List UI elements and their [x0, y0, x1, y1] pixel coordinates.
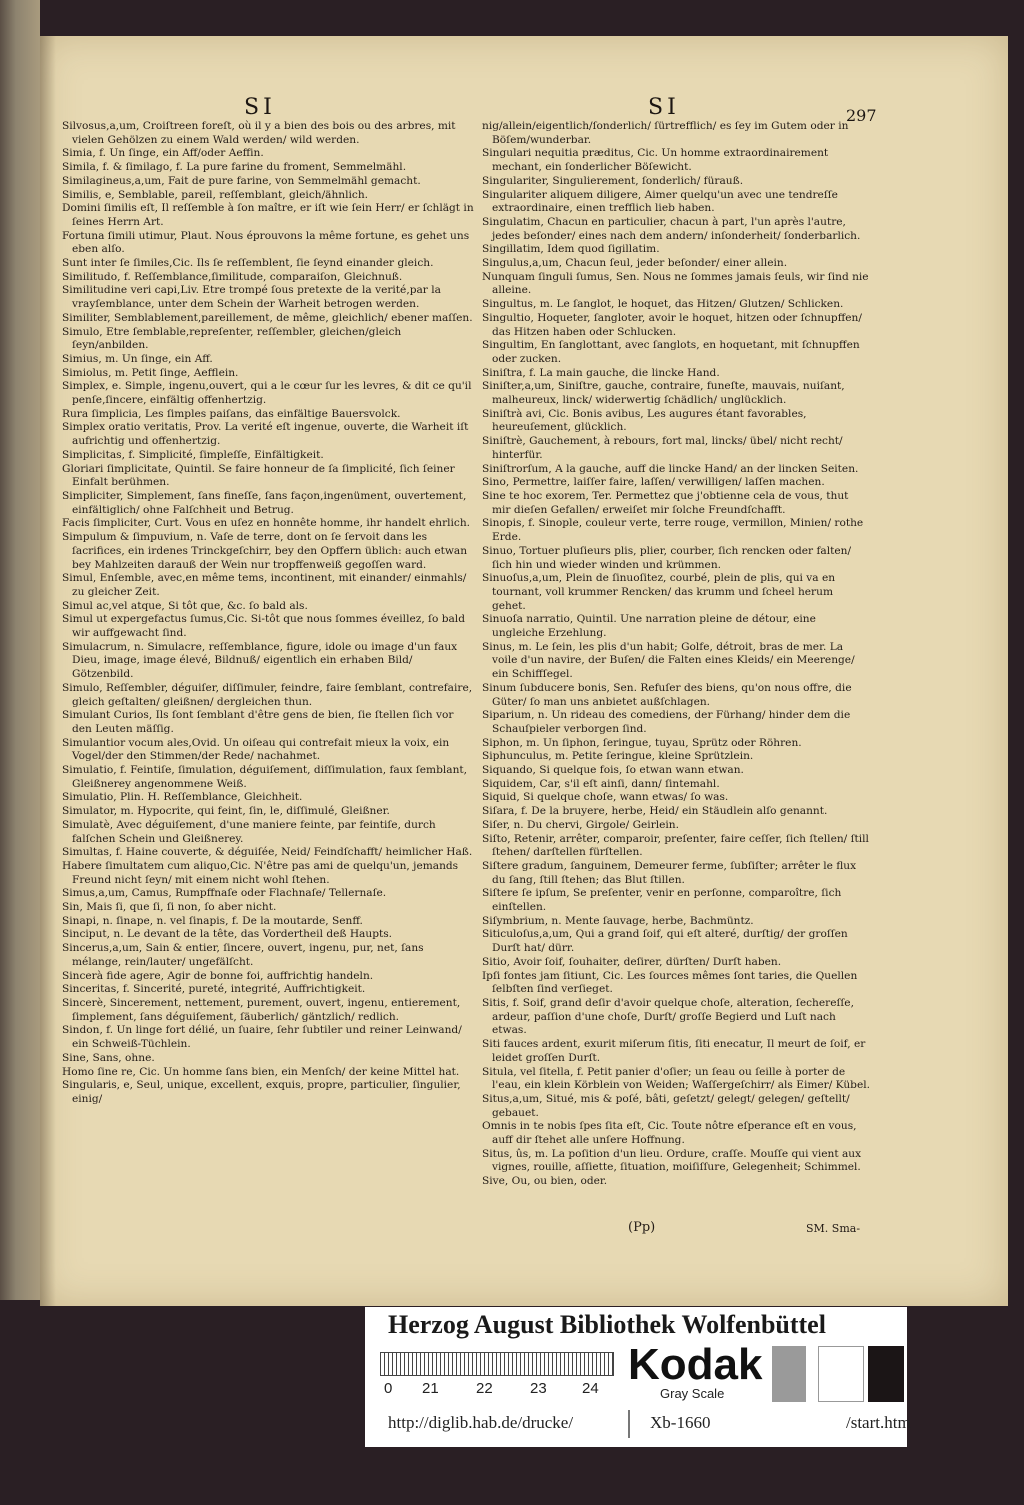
- dictionary-entry: Domini ſimilis eſt, Il reſſemble à ſon maître, er iſt wie ſein Herr/ er ſchlägt in ſeines Herrn Art.: [62, 202, 474, 228]
- dictionary-entry: Singultio, Hoqueter, ſangloter, avoir le hoquet, hitzen oder ſchnupffen/ das Hitzen haben oder Schlucken.: [482, 311, 862, 338]
- dictionary-entry: Singulatim, Chacun en particulier, chacun à part, l'un après l'autre, jedes beſonder/ eines nach dem andern/ inſonderheit/ ſonderbarlich.: [482, 215, 861, 242]
- library-title: Herzog August Bibliothek Wolfenbüttel: [388, 1310, 826, 1339]
- dictionary-entry: Siſtere gradum, ſanguinem, Demeurer ferme, ſubſiſter; arrêter le flux du ſang, ſtill ſtehen; das Blut ſtillen.: [482, 859, 857, 886]
- gray-patch-black: [868, 1346, 904, 1402]
- dictionary-entry: Simplex oratio veritatis, Prov. La verité eſt ingenue, ouverte, die Warheit iſt aufrichtig und offenhertzig.: [62, 421, 469, 448]
- dictionary-entry: Sitio, Avoir ſoif, ſouhaiter, deſirer, dürſten/ Durſt haben.: [482, 955, 782, 968]
- catchword: SM. Sma-: [806, 1222, 861, 1235]
- dictionary-entry: Siſara, f. De la bruyere, herbe, Heid/ ein Stäudlein alſo genannt.: [482, 805, 828, 818]
- dictionary-entry: Fortuna ſimili utimur, Plaut. Nous éprouvons la même fortune, es gehet uns eben alſo.: [62, 229, 470, 256]
- ruler-number: 21: [422, 1380, 439, 1397]
- dictionary-entry: Siniſtrà avi, Cic. Bonis avibus, Les augures étant favorables, heureuſement, glücklich.: [482, 407, 807, 434]
- ruler-number: 23: [530, 1380, 547, 1397]
- dictionary-entry: Sine, Sans, ohne.: [62, 1051, 155, 1064]
- adjacent-page-edge: [0, 0, 40, 1300]
- dictionary-entry: Sino, Permettre, laiſſer faire, laſſen/ verwilligen/ laſſen machen.: [482, 476, 825, 489]
- dictionary-entry: Siticuloſus,a,um, Qui a grand ſoif, qui eſt alteré, durſtig/ der groſſen Durſt hat/ dürr.: [482, 928, 848, 955]
- running-head-right: SI: [648, 95, 680, 120]
- dictionary-entry: Simulatio, f. Feintiſe, ſimulation, déguiſement, diſſimulation, faux ſemblant, Gleißnerey angenommene Weiß.: [62, 764, 468, 790]
- dictionary-entry: Siſto, Retenir, arrêter, comparoir, preſenter, faire ceſſer, ſich ſtellen/ ſtill ſtehen/ darſtellen fürſtellen.: [482, 832, 869, 859]
- dictionary-entry: Siſtere ſe ipſum, Se preſenter, venir en perſonne, comparoître, ſich einſtellen.: [482, 887, 842, 914]
- dictionary-entry: Singularis, e, Seul, unique, excellent, exquis, propre, particulier, ſingulier, einig/: [62, 1079, 461, 1105]
- dictionary-entry: Siquando, Si quelque fois, ſo etwan wann etwan.: [482, 764, 744, 777]
- dictionary-entry: Simulant Curios, Ils ſont ſemblant d'être gens de bien, ſie ſtellen ſich vor den Leuten mäſſig.: [62, 709, 454, 735]
- dictionary-entry: Siſer, n. Du chervi, Girgole/ Geirlein.: [482, 818, 679, 831]
- dictionary-entry: Situla, vel ſitella, f. Petit panier d'oſier; un ſeau ou ſeille à porter de l'eau, ein klein Körblein von Weiden; Waſſergeſchirr/ als Eimer/ Kübel.: [482, 1065, 870, 1092]
- dictionary-entry: Facis ſimpliciter, Curt. Vous en uſez en honnête homme, ihr handelt ehrlich.: [62, 517, 471, 530]
- dictionary-entry: Siſymbrium, n. Mente ſauvage, herbe, Bachmüntz.: [482, 914, 754, 927]
- dictionary-entry: Sive, Ou, ou bien, oder.: [482, 1175, 608, 1188]
- dictionary-entry: Sinceritas, f. Sincerité, pureté, integrité, Auffrichtigkeit.: [62, 983, 366, 996]
- dictionary-entry: Nunquam ſinguli ſumus, Sen. Nous ne ſommes jamais ſeuls, wir ſind nie alleine.: [482, 270, 869, 297]
- dictionary-entry: Silvosus,a,um, Croiſtreen foreſt, où il y a bien des bois ou des arbres, mit vielen Gehölzen zu einem Wald werden/ wild werden.: [62, 120, 456, 146]
- dictionary-entry: nig/allein/eigentlich/ſonderlich/ ſürtrefflich/ es ſey im Gutem oder in Böſem/wunderbar.: [482, 120, 849, 146]
- dictionary-entry: Sitis, f. Soif, grand deſir d'avoir quelque choſe, alteration, ſechereſſe, ardeur, paſſion d'une choſe, Durſt/ groſſe Begierd und Luſt nach etwas.: [482, 997, 854, 1037]
- dictionary-entry: Siti fauces ardent, exurit miſerum ſitis, ſiti enecatur, Il meurt de ſoif, er leidet groſſen Durſt.: [482, 1038, 866, 1064]
- dictionary-entry: Siquidem, Car, s'il eſt ainſi, dann/ ſintemahl.: [482, 777, 720, 790]
- dictionary-entry: Simila, f. & ſimilago, f. La pure farine du froment, Semmelmähl.: [62, 161, 407, 174]
- dictionary-entry: Simul, Enſemble, avec,en même tems, incontinent, mit einander/ einmahls/ zu gleicher Zeit.: [62, 572, 467, 598]
- dictionary-entry: Simplex, e. Simple, ingenu,ouvert, qui a le cœur ſur les levres, & dit ce qu'il penſe,ſincere, einfältig offenhertzig.: [62, 380, 472, 407]
- dictionary-entry: Habere ſimultatem cum aliquo,Cic. N'être pas ami de quelqu'un, jemands Freund nicht ſeyn/ mit einem nicht wohl ſtehen.: [62, 859, 459, 886]
- signature-mark: (Pp): [628, 1220, 656, 1235]
- library-url: http://diglib.hab.de/drucke/: [388, 1413, 574, 1432]
- start-path: /start.htm: [846, 1413, 911, 1432]
- dictionary-entry: Sincerus,a,um, Sain & entier, ſincere, ouvert, ingenu, pur, net, ſans mélange, rein/lauter/ ungefälſcht.: [62, 942, 424, 968]
- dictionary-entry: Siniſtrorſum, A la gauche, auff die lincke Hand/ an der lincken Seiten.: [482, 462, 859, 475]
- kodak-logo: Kodak: [628, 1340, 763, 1389]
- dictionary-entry: Gloriari ſimplicitate, Quintil. Se faire honneur de ſa ſimplicité, ſich ſeiner Einfalt berühmen.: [62, 462, 455, 489]
- dictionary-entry: Simpulum & ſimpuvium, n. Vaſe de terre, dont on ſe ſervoit dans les ſacrifices, ein irdenes Trinckgeſchirr, bey den Opffern üblich: auch etwan bey Mahlzeiten darauß der Wein nur tropffenweiß gegoſſen ward.: [62, 531, 468, 571]
- dictionary-entry: Simultas, f. Haine couverte, & déguiſée, Neid/ Feindſchafft/ heimlicher Haß.: [62, 846, 473, 859]
- dictionary-entry: Siniſtra, f. La main gauche, die lincke Hand.: [482, 366, 720, 379]
- dictionary-entry: Siniſtrè, Gauchement, à rebours, fort mal, lincks/ übel/ nicht recht/ hinterfür.: [482, 435, 843, 461]
- dictionary-entry: Homo ſine re, Cic. Un homme ſans bien, ein Menſch/ der keine Mittel hat.: [62, 1065, 460, 1078]
- dictionary-entry: Similiter, Semblablement,pareillement, de même, gleichlich/ ebener maſſen.: [62, 311, 473, 324]
- card-divider: [628, 1410, 630, 1438]
- dictionary-entry: Sindon, f. Un linge fort délié, un ſuaire, ſehr ſubtiler und reiner Leinwand/ ein Schweiß-Tüchlein.: [62, 1024, 462, 1051]
- ruler-number: 0: [384, 1380, 393, 1397]
- running-head-left: SI: [244, 95, 276, 120]
- dictionary-entry: Sunt inter ſe ſimiles,Cic. Ils ſe reſſemblent, ſie ſeynd einander gleich.: [62, 257, 434, 270]
- dictionary-entry: Simulator, m. Hypocrite, qui feint, ſin, le, diſſimulé, Gleißner.: [62, 805, 390, 818]
- dictionary-entry: Sinuoſa narratio, Quintil. Une narration pleine de détour, eine ungleiche Erzehlung.: [482, 613, 816, 640]
- dictionary-entry: Simulo, Reſſembler, déguiſer, diſſimuler, feindre, faire ſemblant, contrefaire, gleich geſtalten/ gleißnen/ dergleichen thun.: [62, 681, 473, 708]
- dictionary-entry: Similitudine veri capi,Liv. Etre trompé ſous pretexte de la verité,par la vrayſemblance, unter dem Schein der Warheit betrogen werden.: [62, 284, 441, 311]
- dictionary-entry: Singillatim, Idem quod ſigillatim.: [482, 243, 660, 256]
- dictionary-entry: Singulariter, Singulierement, ſonderlich/ fürauß.: [482, 174, 744, 187]
- dictionary-entry: Ipſi fontes jam ſitiunt, Cic. Les ſources mêmes ſont taries, die Quellen ſelbſten ſind verſieget.: [482, 969, 858, 996]
- dictionary-entry: Simiolus, m. Petit ſinge, Aefflein.: [62, 366, 239, 379]
- dictionary-entry: Simulacrum, n. Simulacre, reſſemblance, figure, idole ou image d'un faux Dieu, image, image élevé, Bildnuß/ eigentlich ein erhaben Bild/ Götzenbild.: [62, 640, 458, 681]
- dictionary-entry: Singultim, En ſanglottant, avec ſanglots, en hoquetant, mit ſchnupffen oder zucken.: [482, 339, 860, 365]
- dictionary-entry: Singulari nequitia præditus, Cic. Un homme extraordinairement mechant, ein ſonderlicher Böſewicht.: [482, 147, 829, 174]
- dictionary-entry: Sinapi, n. ſinape, n. vel ſinapis, f. De la moutarde, Senff.: [62, 914, 363, 927]
- dictionary-entry: Situs,a,um, Situé, mis & poſé, bâti, geſetzt/ gelegt/ gelegen/ geſtellt/ gebauet.: [482, 1092, 850, 1119]
- ruler-number: 24: [582, 1380, 599, 1397]
- dictionary-entry: Simus,a,um, Camus, Rumpffnaſe oder Flachnaſe/ Tellernaſe.: [62, 887, 387, 900]
- dictionary-entry: Siquid, Si quelque choſe, wann etwas/ ſo was.: [482, 791, 729, 804]
- scale-ruler: [380, 1352, 614, 1376]
- right-column: [482, 120, 870, 1189]
- dictionary-entry: Simul ac,vel atque, Si tôt que, &c. ſo bald als.: [62, 599, 308, 612]
- gray-patch-mid: [772, 1346, 806, 1402]
- dictionary-entry: Simulantior vocum ales,Ovid. Un oiſeau qui contrefait mieux la voix, ein Vogel/der den Stimmen/der Rede/ nachahmet.: [62, 736, 450, 763]
- dictionary-entry: Simulo, Etre ſemblable,repreſenter, reſſembler, gleichen/gleich ſeyn/anbilden.: [62, 325, 402, 352]
- dictionary-entry: Simul ut expergefactus ſumus,Cic. Si-tôt que nous ſommes éveillez, ſo bald wir auffgewacht ſind.: [62, 613, 465, 640]
- dictionary-entry: Sinum ſubducere bonis, Sen. Refuſer des biens, qu'on nous offre, die Güter/ ſo man uns anbietet außſchlagen.: [482, 681, 852, 708]
- dictionary-entry: Similitudo, f. Reſſemblance,ſimilitude, comparaiſon, Gleichnuß.: [62, 270, 403, 283]
- dictionary-entry: Sinus, m. Le ſein, les plis d'un habit; Golfe, détroit, bras de mer. La voile d'un navire, der Buſen/ die Falten eines Kleids/ ein Meerenge/ ein Schiffſegel.: [482, 640, 855, 681]
- gray-scale-label: Gray Scale: [660, 1386, 725, 1401]
- dictionary-entry: Singultus, m. Le ſanglot, le hoquet, das Hitzen/ Glutzen/ Schlicken.: [482, 298, 844, 311]
- dictionary-entry: Sinuo, Tortuer pluſieurs plis, plier, courber, ſich rencken oder falten/ ſich hin und wieder winden und krümmen.: [482, 544, 852, 571]
- dictionary-entry: Simulatio, Plin. H. Reſſemblance, Gleichheit.: [62, 791, 303, 804]
- dictionary-entry: Similagineus,a,um, Fait de pure farine, von Semmelmähl gemacht.: [62, 174, 421, 187]
- dictionary-entry: Simulatè, Avec déguiſement, d'une maniere feinte, par feintiſe, durch falſchen Schein und Gleißnerey.: [62, 818, 436, 845]
- dictionary-entry: Sincerà fide agere, Agir de bonne foi, auffrichtig handeln.: [62, 969, 374, 982]
- dictionary-entry: Sin, Mais ſi, que ſi, ſi non, ſo aber nicht.: [62, 901, 277, 914]
- dictionary-entry: Siparium, n. Un rideau des comediens, der Fürhang/ hinder dem die Schauſpieler verborgen ſind.: [482, 709, 851, 735]
- dictionary-entry: Simius, m. Un ſinge, ein Aff.: [62, 352, 213, 365]
- dictionary-entry: Sine te hoc exorem, Ter. Permettez que j'obtienne cela de vous, thut mir dieſen Gefallen/ erweiſet mir ſolche Freundſchafft.: [482, 489, 849, 516]
- dictionary-entry: Sinciput, n. Le devant de la tête, das Vordertheil deß Haupts.: [62, 928, 393, 941]
- left-column: [62, 120, 474, 1107]
- dictionary-entry: Simplicitas, f. Simplicité, ſimpleſſe, Einfältigkeit.: [62, 448, 324, 461]
- shelfmark: Xb-1660: [650, 1413, 711, 1432]
- ruler-number: 22: [476, 1380, 493, 1397]
- dictionary-entry: Sinuoſus,a,um, Plein de ſinuoſitez, courbé, plein de plis, qui va en tournant, voll krummer Rencken/ das krumm und ſcheel herum gehet.: [482, 572, 836, 612]
- dictionary-entry: Siphunculus, m. Petite ſeringue, kleine Sprützlein.: [482, 750, 754, 763]
- dictionary-entry: Singulariter aliquem diligere, Aimer quelqu'un avec une tendreſſe extraordinaire, einen trefflich lieb haben.: [482, 188, 838, 215]
- dictionary-entry: Simia, f. Un ſinge, ein Aff/oder Aeffin.: [62, 147, 264, 160]
- dictionary-entry: Siphon, m. Un ſiphon, ſeringue, tuyau, Sprütz oder Röhren.: [482, 736, 802, 749]
- dictionary-entry: Sinopis, f. Sinople, couleur verte, terre rouge, vermillon, Minien/ rothe Erde.: [482, 517, 864, 544]
- page-spine-shadow: [40, 36, 56, 1306]
- gray-patch-white: [818, 1346, 864, 1402]
- dictionary-entry: Sincerè, Sincerement, nettement, purement, ouvert, ingenu, entierement, ſimplement, ſans déguiſement, ſäuberlich/ gäntzlich/ redlich.: [62, 997, 461, 1023]
- page-number: 297: [846, 106, 877, 125]
- dictionary-entry: Similis, e, Semblable, pareil, reſſemblant, gleich/ähnlich.: [62, 188, 369, 201]
- dictionary-entry: Omnis in te nobis ſpes ſita eſt, Cic. Toute nôtre eſperance eſt en vous, auff dir ſtehet alle unſere Hoffnung.: [482, 1120, 857, 1147]
- dictionary-entry: Siniſter,a,um, Siniſtre, gauche, contraire, funeſte, mauvais, nuiſant, malheureux, linck/ widerwertig ſchädlich/ unglücklich.: [482, 380, 845, 407]
- dictionary-entry: Singulus,a,um, Chacun ſeul, jeder beſonder/ einer allein.: [482, 257, 788, 270]
- dictionary-entry: Rura ſimplicia, Les ſimples paiſans, das einfältige Bauersvolck.: [62, 407, 401, 420]
- dictionary-entry: Simpliciter, Simplement, ſans fineſſe, ſans façon,ingenüment, ouvertement, einfältiglich/ ohne Falſchheit und Betrug.: [62, 489, 467, 516]
- dictionary-entry: Situs, ûs, m. La poſition d'un lieu. Ordure, craſſe. Mouſſe qui vient aux vignes, rouille, aſſiette, ſituation, moiſiſſure, Gelegenheit; Schimmel.: [482, 1147, 862, 1174]
